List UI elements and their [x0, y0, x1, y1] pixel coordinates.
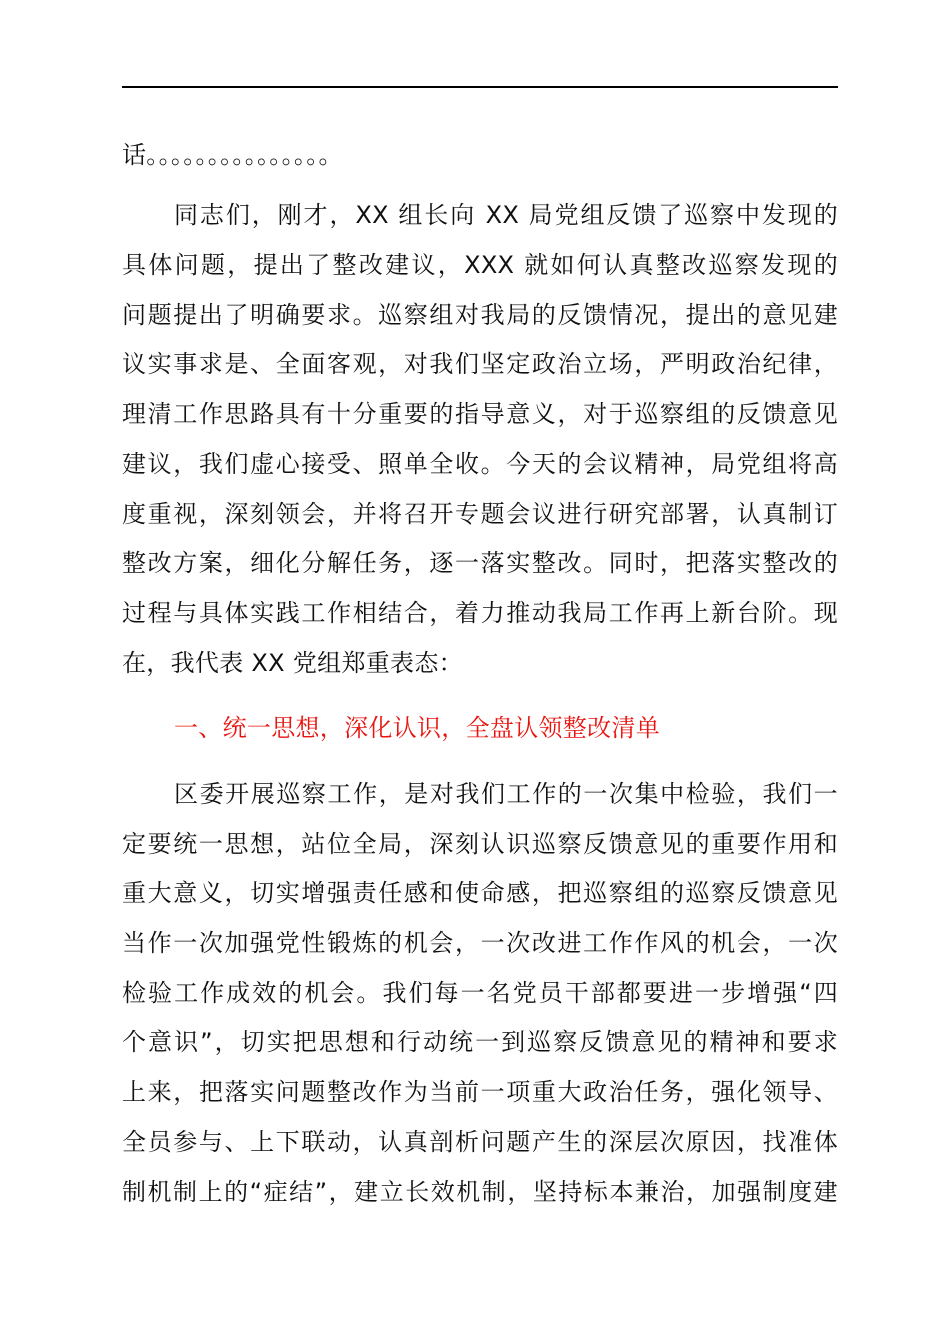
paragraph-1-line: 建议，我们虚心接受、照单全收。今天的会议精神，局党组将高: [122, 450, 838, 478]
header-rule: [122, 86, 838, 88]
paragraph-1-line: 过程与具体实践工作相结合，着力推动我局工作再上新台阶。现: [122, 599, 838, 627]
paragraph-2-line: 重大意义，切实增强责任感和使命感，把巡察组的巡察反馈意见: [122, 879, 838, 907]
paragraph-2-line: 定要统一思想，站位全局，深刻认识巡察反馈意见的重要作用和: [122, 830, 838, 858]
paragraph-1-line: 整改方案，细化分解任务，逐一落实整改。同时，把落实整改的: [122, 549, 838, 577]
paragraph-1-line: 理清工作思路具有十分重要的指导意义，对于巡察组的反馈意见: [122, 400, 838, 428]
paragraph-2-line: 当作一次加强党性锻炼的机会，一次改进工作作风的机会，一次: [122, 929, 838, 957]
top-fragment-line: 话。。。。。。。。。。。。。。。: [122, 141, 343, 169]
paragraph-1-line: 具体问题，提出了整改建议，XXX 就如何认真整改巡察发现的: [122, 251, 838, 279]
paragraph-1-line: 同志们，刚才，XX 组长向 XX 局党组反馈了巡察中发现的: [174, 201, 838, 229]
section-heading: 一、统一思想，深化认识，全盘认领整改清单: [174, 714, 660, 742]
paragraph-2-line: 区委开展巡察工作，是对我们工作的一次集中检验，我们一: [174, 780, 838, 808]
paragraph-1-line: 度重视，深刻领会，并将召开专题会议进行研究部署，认真制订: [122, 500, 838, 528]
paragraph-1-line: 问题提出了明确要求。巡察组对我局的反馈情况，提出的意见建: [122, 301, 838, 329]
paragraph-1-line: 在，我代表 XX 党组郑重表态：: [122, 649, 463, 677]
paragraph-2-line: 制机制上的“症结”，建立长效机制，坚持标本兼治，加强制度建: [122, 1178, 838, 1206]
paragraph-2-line: 个意识”，切实把思想和行动统一到巡察反馈意见的精神和要求: [122, 1028, 838, 1056]
paragraph-2-line: 上来，把落实问题整改作为当前一项重大政治任务，强化领导、: [122, 1078, 838, 1106]
paragraph-2-line: 全员参与、上下联动，认真剖析问题产生的深层次原因，找准体: [122, 1128, 838, 1156]
paragraph-2-line: 检验工作成效的机会。我们每一名党员干部都要进一步增强“四: [122, 979, 838, 1007]
paragraph-1-line: 议实事求是、全面客观，对我们坚定政治立场，严明政治纪律，: [122, 350, 838, 378]
